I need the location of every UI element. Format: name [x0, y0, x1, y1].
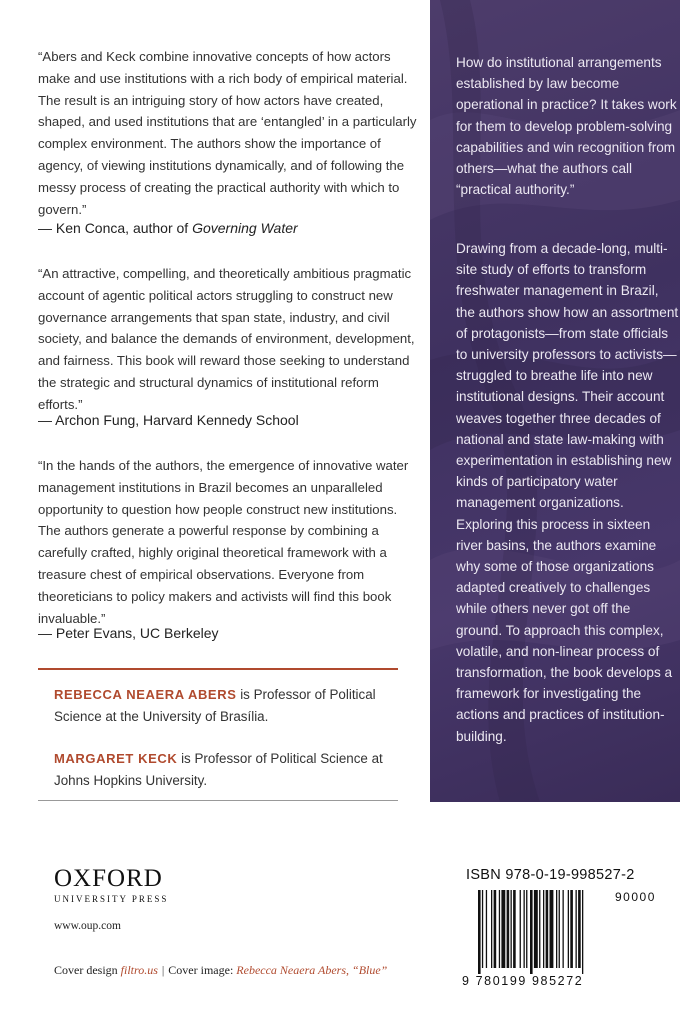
divider-top — [38, 668, 398, 670]
barcode-icon — [478, 890, 628, 974]
author-name: MARGARET KECK — [54, 751, 178, 766]
description-text: Drawing from a decade-long, multi-site study of efforts to transform freshwater management in Brazil, the authors show how an assortment of protagonists—from state officials to university professors to activists—struggled to breathe life into new institutional designs. Their account weaves together three decades of national and state law-making with experimentation in establishing new kinds of participatory water management organizations. Exploring this process in sixteen river basins, the authors examine why some of those organizations adapted creatively to challenges while others never got off the ground. To approach this complex, volatile, and non-linear process of transformation, the book develops a framework for investigating the actions and practices of institution-building. — [456, 241, 679, 744]
barcode-bar — [582, 890, 583, 974]
barcode-bar — [578, 890, 581, 968]
credits-separator: | — [161, 963, 165, 977]
barcode-bar — [513, 890, 516, 968]
description-panel — [430, 0, 680, 802]
barcode-bar — [524, 890, 525, 968]
divider-bottom — [38, 800, 398, 801]
attribution-book-title: Governing Water — [192, 220, 298, 236]
barcode-bar — [570, 890, 573, 968]
barcode-bar — [576, 890, 577, 968]
barcode-bar — [520, 890, 521, 968]
barcode-bar — [526, 890, 527, 968]
publisher-logo — [54, 866, 168, 904]
design-name: filtro.us — [120, 963, 158, 977]
barcode-bar — [534, 890, 538, 968]
quote-text: “An attractive, compelling, and theoretically ambitious pragmatic account of agentic political actors struggling to construct new governance arrangements that span state, industry, and civil society, and balance the demands of environment, development, and fairness. This book will reward those seeking to understand the strategic and structural dynamics of institutional reform efforts.” — [38, 266, 415, 412]
barcode-bar — [563, 890, 564, 968]
barcode-addon-digits: 90000 — [615, 890, 656, 904]
barcode-bar — [511, 890, 512, 968]
barcode-bar — [556, 890, 557, 968]
quote-text: “In the hands of the authors, the emergence of innovative water management institutions in Brazil becomes an unparalleled opportunity to question how people construct new institutions. The authors generate a powerful response by combining a carefully crafted, highly original theoretical framework with a treasure chest of empirical observations. Everyone from theoreticians to policy makers and activists will find this book invaluable.” — [38, 458, 409, 626]
barcode-bar — [486, 890, 487, 968]
attribution-text: — Ken Conca, author of — [38, 220, 193, 236]
description-para-2 — [456, 238, 680, 747]
barcode-digits: 9 780199 985272 — [462, 974, 584, 988]
quote-fung — [38, 263, 418, 416]
barcode-bar — [539, 890, 540, 968]
barcode-bar — [478, 890, 481, 974]
image-label: Cover image: — [168, 963, 237, 977]
attribution-fung — [38, 412, 299, 428]
isbn-label: ISBN 978-0-19-998527-2 — [466, 867, 635, 883]
attribution-evans — [38, 625, 219, 641]
design-label: Cover design — [54, 963, 121, 977]
image-name: Rebecca Neaera Abers, “Blue” — [236, 963, 388, 977]
bio-abers — [54, 684, 404, 727]
barcode-bar — [494, 890, 497, 968]
barcode-bar — [507, 890, 510, 968]
quote-evans — [38, 455, 418, 629]
quote-conca — [38, 46, 418, 220]
bio-keck — [54, 748, 404, 791]
attribution-conca — [38, 220, 298, 236]
author-bio: is Professor of Political Science at the University of Brasília. — [54, 687, 376, 724]
barcode-bar — [499, 890, 500, 968]
barcode-bar — [530, 890, 533, 974]
barcode-bar — [546, 890, 549, 968]
publisher-name: OXFORD — [54, 865, 163, 892]
barcode-bar — [543, 890, 544, 968]
publisher-url[interactable]: www.oup.com — [54, 920, 121, 932]
attribution-text: — Archon Fung, Harvard Kennedy School — [38, 412, 299, 428]
barcode-bar — [501, 890, 505, 968]
barcode-bar — [482, 890, 483, 968]
attribution-text: — Peter Evans, UC Berkeley — [38, 625, 219, 641]
barcode-bar — [550, 890, 554, 968]
publisher-subtitle: UNIVERSITY PRESS — [54, 894, 169, 904]
barcode-bar — [559, 890, 560, 968]
barcode-bar — [491, 890, 492, 968]
author-name: REBECCA NEAERA ABERS — [54, 687, 237, 702]
cover-credits — [54, 963, 387, 978]
description-para-1 — [456, 52, 680, 200]
quote-text: “Abers and Keck combine innovative concepts of how actors make and use institutions with a rich body of empirical material. The result is an intriguing story of how actors have created, shaped, and used institutions that are ‘entangled’ in a particularly complex environment. The authors show the importance of agency, of viewing institutions dynamically, and of following the messy process of creating the practical authority with which to govern.” — [38, 49, 417, 217]
author-bio: is Professor of Political Science at Johns Hopkins University. — [54, 751, 383, 788]
barcode-bar — [568, 890, 569, 968]
description-text: How do institutional arrangements established by law become operational in practice? It takes work for them to develop problem-solving capabilities and win recognition from others—what the authors call “practical authority.” — [456, 55, 677, 198]
